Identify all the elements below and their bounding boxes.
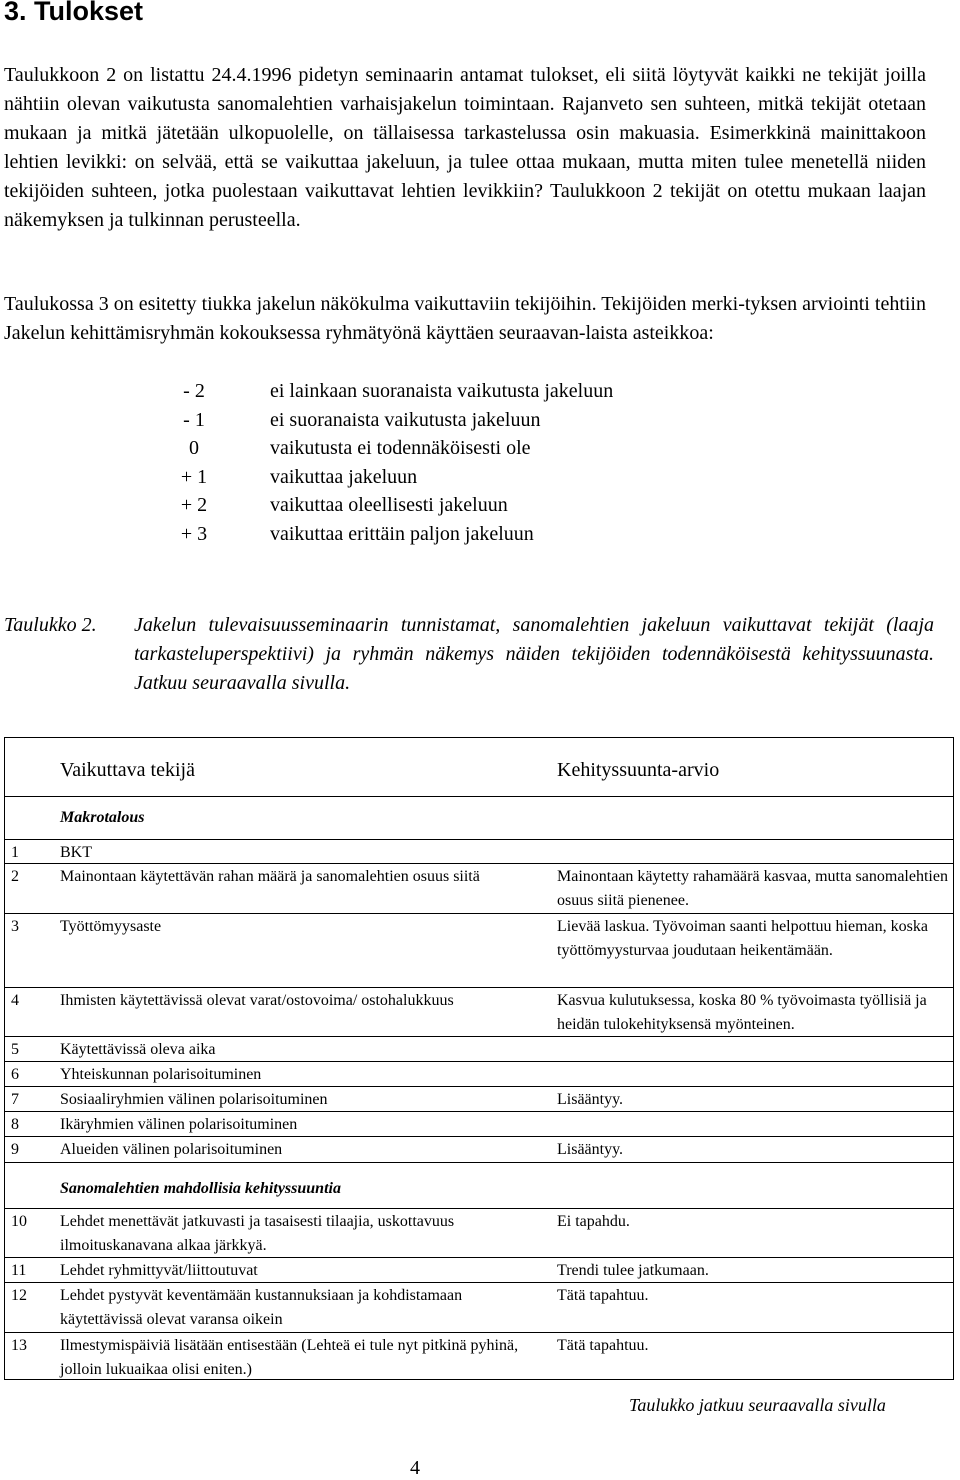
row-number: 12	[11, 1287, 27, 1304]
scale-value: + 3	[180, 522, 208, 545]
scale-row	[150, 406, 613, 435]
factors-table	[4, 737, 954, 1380]
row-divider	[5, 987, 953, 988]
row-factor: Käytettävissä oleva aika	[60, 1041, 216, 1058]
row-number: 13	[11, 1337, 27, 1354]
row-divider	[5, 1111, 953, 1112]
scale-description: vaikutusta ei todennäköisesti ole	[270, 437, 531, 460]
row-divider	[5, 1162, 953, 1163]
row-factor: Ikäryhmien välinen polarisoituminen	[60, 1116, 298, 1133]
scale-row	[150, 520, 613, 549]
row-factor: Yhteiskunnan polarisoituminen	[60, 1066, 262, 1083]
scale-value: + 2	[180, 494, 208, 517]
row-divider	[5, 1061, 953, 1062]
row-divider	[5, 1136, 953, 1137]
scale-description: vaikuttaa oleellisesti jakeluun	[270, 494, 508, 517]
row-divider	[5, 913, 953, 914]
row-number: 2	[11, 868, 19, 885]
row-number: 10	[11, 1213, 27, 1230]
row-assessment: Lievää laskua. Työvoiman saanti helpottuu hieman, koska työttömyysturvaa joudutaan heikentämään.	[557, 918, 928, 959]
row-factor: Sosiaaliryhmien välinen polarisoituminen	[60, 1091, 328, 1108]
row-assessment: Lisääntyy.	[557, 1141, 624, 1158]
row-number: 6	[11, 1066, 19, 1083]
page-number: 4	[410, 1457, 420, 1479]
scale-value: 0	[189, 437, 199, 460]
scale-description: vaikuttaa jakeluun	[270, 465, 418, 488]
rating-scale	[150, 377, 613, 549]
row-number: 5	[11, 1041, 19, 1058]
scale-row	[150, 377, 613, 406]
row-factor: Lehdet ryhmittyvät/liittoutuvat	[60, 1262, 258, 1279]
row-number: 8	[11, 1116, 19, 1133]
row-divider	[5, 1282, 953, 1283]
row-factor: BKT	[60, 844, 92, 861]
scale-description: vaikuttaa erittäin paljon jakeluun	[270, 522, 534, 545]
header-divider	[5, 796, 953, 797]
scale-row	[150, 463, 613, 492]
caption-label: Taulukko 2.	[4, 614, 97, 636]
row-divider	[5, 863, 953, 864]
row-number: 11	[11, 1262, 27, 1279]
section-title-newspaper-trends: Sanomalehtien mahdollisia kehityssuuntia	[60, 1180, 341, 1197]
section-heading: 3. Tulokset	[4, 0, 144, 26]
row-divider	[5, 1086, 953, 1087]
continuation-note: Taulukko jatkuu seuraavalla sivulla	[629, 1395, 886, 1415]
row-factor: Ihmisten käytettävissä olevat varat/ostovoima/ ostohalukkuus	[60, 992, 454, 1009]
row-number: 7	[11, 1091, 19, 1108]
row-assessment: Ei tapahdu.	[557, 1213, 630, 1230]
row-divider	[5, 1257, 953, 1258]
scale-row	[150, 491, 613, 520]
row-factor: Alueiden välinen polarisoituminen	[60, 1141, 283, 1158]
row-factor: Mainontaan käytettävän rahan määrä ja sanomalehtien osuus siitä	[60, 868, 480, 885]
row-factor: Työttömyysaste	[60, 918, 162, 935]
scale-row	[150, 434, 613, 463]
row-number: 1	[11, 844, 19, 861]
row-divider	[5, 1036, 953, 1037]
row-assessment: Lisääntyy.	[557, 1091, 624, 1108]
caption-text: Jakelun tulevaisuusseminaarin tunnistamat, sanomalehtien jakeluun vaikuttavat tekijät (laaja tarkasteluperspektiivi) ja ryhmän näkemys näiden tekijöiden todennäköisestä kehityssuunasta. Jatkuu seuraavalla sivulla.	[134, 614, 934, 694]
scale-value: + 1	[180, 465, 208, 488]
row-number: 4	[11, 992, 19, 1009]
row-divider	[5, 1208, 953, 1209]
row-divider	[5, 839, 953, 840]
section-title-macroeconomy: Makrotalous	[60, 809, 145, 826]
row-assessment: Tätä tapahtuu.	[557, 1287, 649, 1304]
row-factor: Lehdet menettävät jatkuvasti ja tasaisesti tilaajia, uskottavuus ilmoituskanavana alkaa järkkyä.	[60, 1213, 455, 1254]
row-assessment: Mainontaan käytetty rahamäärä kasvaa, mutta sanomalehtien osuus siitä pienenee.	[557, 868, 948, 909]
row-divider	[5, 1332, 953, 1333]
row-assessment: Trendi tulee jatkumaan.	[557, 1262, 709, 1279]
scale-description: ei suoranaista vaikutusta jakeluun	[270, 408, 541, 431]
row-factor: Ilmestymispäiviä lisätään entisestään (Lehteä ei tule nyt pitkinä pyhinä, jolloin lukuaikaa olisi eniten.)	[60, 1337, 519, 1378]
row-factor: Lehdet pystyvät keventämään kustannuksiaan ja kohdistamaan käytettävissä olevat varansa oikein	[60, 1287, 463, 1328]
column-header-factor: Vaikuttava tekijä	[60, 759, 195, 781]
row-assessment: Tätä tapahtuu.	[557, 1337, 649, 1354]
scale-description: ei lainkaan suoranaista vaikutusta jakeluun	[270, 380, 614, 402]
results-paragraph-2: Taulukossa 3 on esitetty tiukka jakelun näkökulma vaikuttaviin tekijöihin. Tekijöiden merki-tyksen arviointi tehtiin Jakelun kehittämisryhmän kokouksessa ryhmätyönä käyttäen seuraavan-laista asteikkoa:	[4, 293, 926, 344]
scale-value: - 1	[183, 408, 205, 431]
column-header-assessment: Kehityssuunta-arvio	[557, 759, 720, 781]
results-paragraph-1: Taulukkoon 2 on listattu 24.4.1996 pidetyn seminaarin antamat tulokset, eli siitä löytyvät kaikki ne tekijät joilla nähtiin olevan vaikutusta sanomalehtien varhaisjakelun toimintaan. Rajanveto sen suhteen, mitkä tekijät otetaan mukaan ja mitkä jätetään ulkopuolelle, on tällaisessa tarkastelussa osin makuasia. Esimerkkinä mainittakoon lehtien levikki: on selvää, että se vaikuttaa jakeluun, ja tulee ottaa mukaan, mutta miten tulee menetellä niiden tekijöiden suhteen, jotka puolestaan vaikuttavat lehtien levikkiin? Taulukkoon 2 tekijät on otettu mukaan laajan näkemyksen ja tulkinnan perusteella.	[4, 64, 926, 231]
row-number: 3	[11, 918, 19, 935]
row-assessment: Kasvua kulutuksessa, koska 80 % työvoimasta työllisiä ja heidän tulokehityksensä myönteinen.	[557, 992, 927, 1033]
scale-value: - 2	[183, 380, 205, 402]
row-number: 9	[11, 1141, 19, 1158]
